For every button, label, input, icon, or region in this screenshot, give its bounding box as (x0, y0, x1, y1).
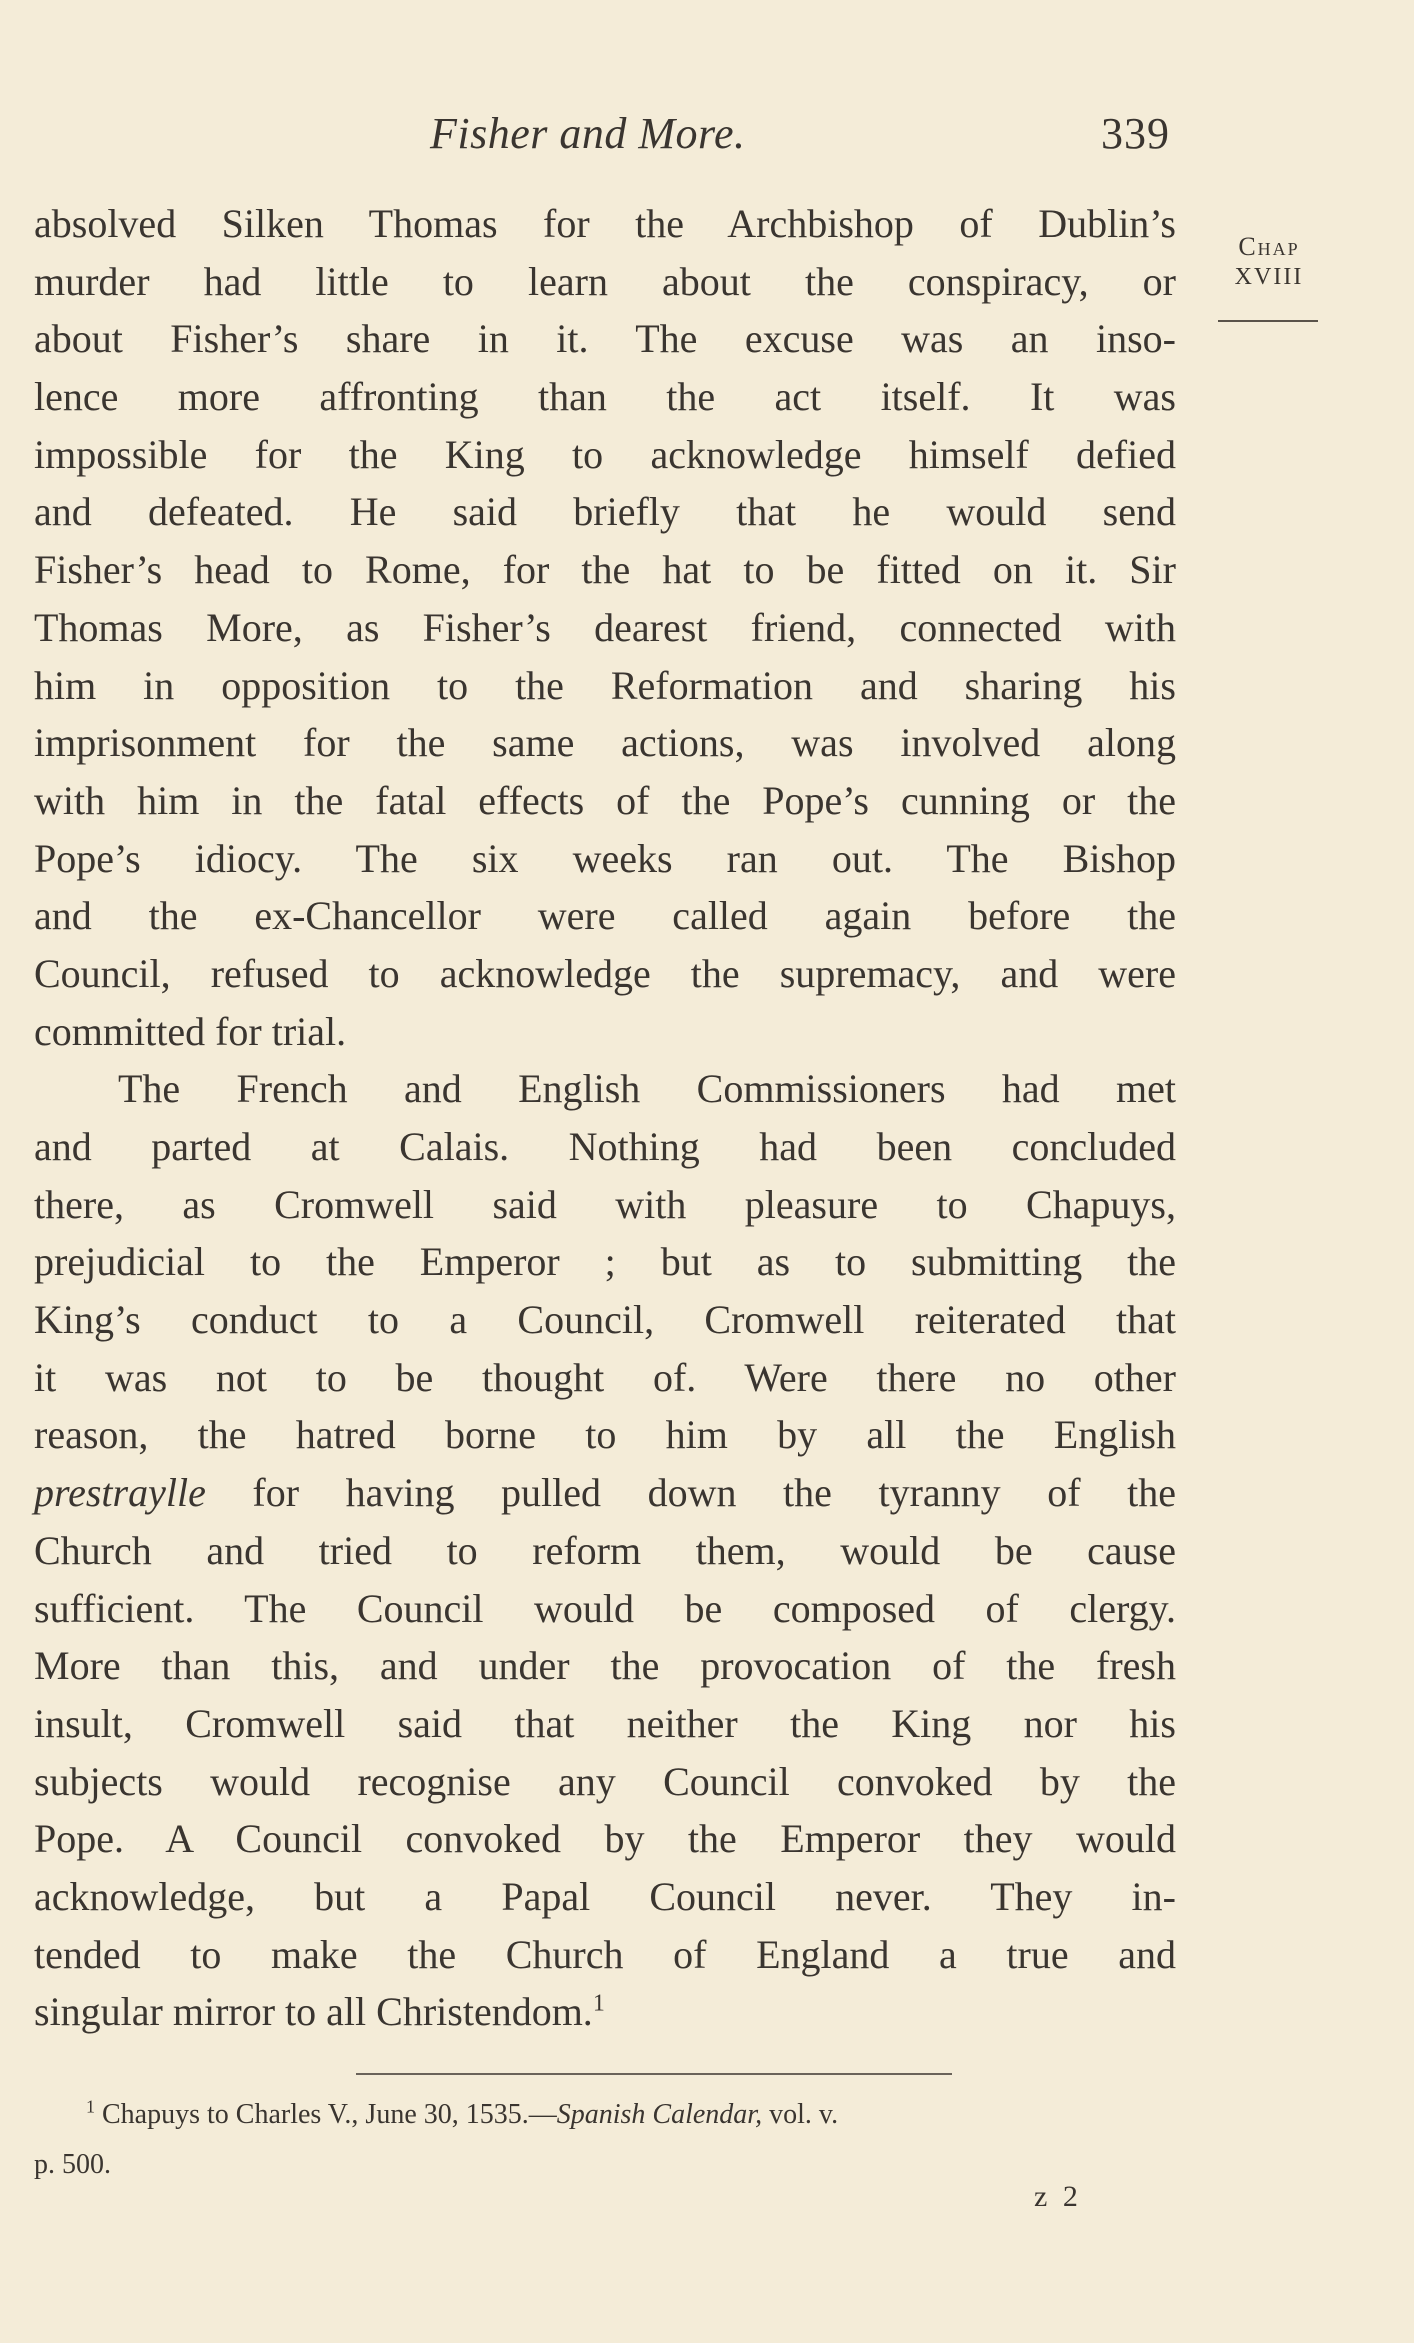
footnote-line-1 (34, 2090, 1184, 2140)
text-line-content: singular mirror to all Christendom. (34, 1989, 593, 2035)
margin-rule (1218, 320, 1318, 322)
text-line: subjects would recognise any Council convoked by the (34, 1758, 1176, 1804)
footnote-text-before: Chapuys to Charles V., June 30, 1535.— (102, 2099, 557, 2130)
text-line: sufficient. The Council would be composed of clergy. (34, 1585, 1176, 1631)
text-line: The French and English Commissioners had met (118, 1066, 1176, 1112)
text-line: reason, the hatred borne to him by all the English (34, 1412, 1176, 1458)
signature-mark: z 2 (1034, 2180, 1082, 2213)
text-line: insult, Cromwell said that neither the King nor his (34, 1700, 1176, 1746)
italic-word: prestraylle (34, 1470, 206, 1516)
text-line: impossible for the King to acknowledge himself defied (34, 431, 1176, 477)
text-line: tended to make the Church of England a true and (34, 1931, 1176, 1977)
page-number: 339 (1101, 109, 1170, 158)
margin-chapter-label: Chap (1238, 232, 1300, 261)
text-line-final (34, 1983, 1176, 2041)
text-line: it was not to be thought of. Were there no other (34, 1354, 1176, 1400)
text-line: and defeated. He said briefly that he would send (34, 489, 1176, 535)
margin-chapter-note (1218, 232, 1320, 292)
text-line-rest: for having pulled down the tyranny of the (252, 1470, 1177, 1516)
text-line: prejudicial to the Emperor ; but as to submitting the (34, 1239, 1176, 1285)
text-line: Pope. A Council convoked by the Emperor they would (34, 1816, 1176, 1862)
text-line: Council, refused to acknowledge the supremacy, and were (34, 950, 1176, 996)
text-line: him in opposition to the Reformation and sharing his (34, 662, 1176, 708)
footnote-line-2: p. 500. (34, 2149, 111, 2180)
text-line: imprisonment for the same actions, was involved along (34, 720, 1176, 766)
footnote-marker: 1 (86, 2096, 95, 2117)
text-line: King’s conduct to a Council, Cromwell reiterated that (34, 1297, 1176, 1343)
text-line: and the ex-Chancellor were called again before the (34, 893, 1176, 939)
text-line: acknowledge, but a Papal Council never. They in- (34, 1873, 1176, 1919)
text-line: Fisher’s head to Rome, for the hat to be fitted on it. Sir (34, 547, 1176, 593)
text-line: Church and tried to reform them, would be cause (34, 1527, 1176, 1573)
text-line-with-italic (34, 1464, 1176, 1522)
footnote-reference[interactable]: 1 (592, 1990, 605, 2017)
text-line: murder had little to learn about the conspiracy, or (34, 258, 1176, 304)
footnote-text-after: vol. v. (762, 2099, 839, 2130)
margin-chapter-number: XVIII (1234, 264, 1304, 290)
text-line: with him in the fatal effects of the Pope’s cunning or the (34, 777, 1176, 823)
text-line: there, as Cromwell said with pleasure to Chapuys, (34, 1181, 1176, 1227)
text-line: and parted at Calais. Nothing had been concluded (34, 1124, 1176, 1169)
text-line: More than this, and under the provocation of the fresh (34, 1643, 1176, 1689)
running-head-title: Fisher and More. (430, 109, 746, 158)
footnote-source: Spanish Calendar, (556, 2099, 763, 2130)
text-line: committed for trial. (34, 1008, 347, 1054)
running-head (430, 108, 1170, 168)
text-line: about Fisher’s share in it. The excuse was an inso- (34, 316, 1176, 362)
text-line: absolved Silken Thomas for the Archbishop of Dublin’s (34, 201, 1176, 246)
body-text (34, 195, 1176, 2041)
text-line: Pope’s idiocy. The six weeks ran out. The Bishop (34, 835, 1176, 881)
footnote-rule (356, 2073, 952, 2075)
text-line: lence more affronting than the act itself. It was (34, 374, 1176, 420)
footnote (34, 2090, 1184, 2190)
text-line: Thomas More, as Fisher’s dearest friend, connected with (34, 604, 1176, 650)
